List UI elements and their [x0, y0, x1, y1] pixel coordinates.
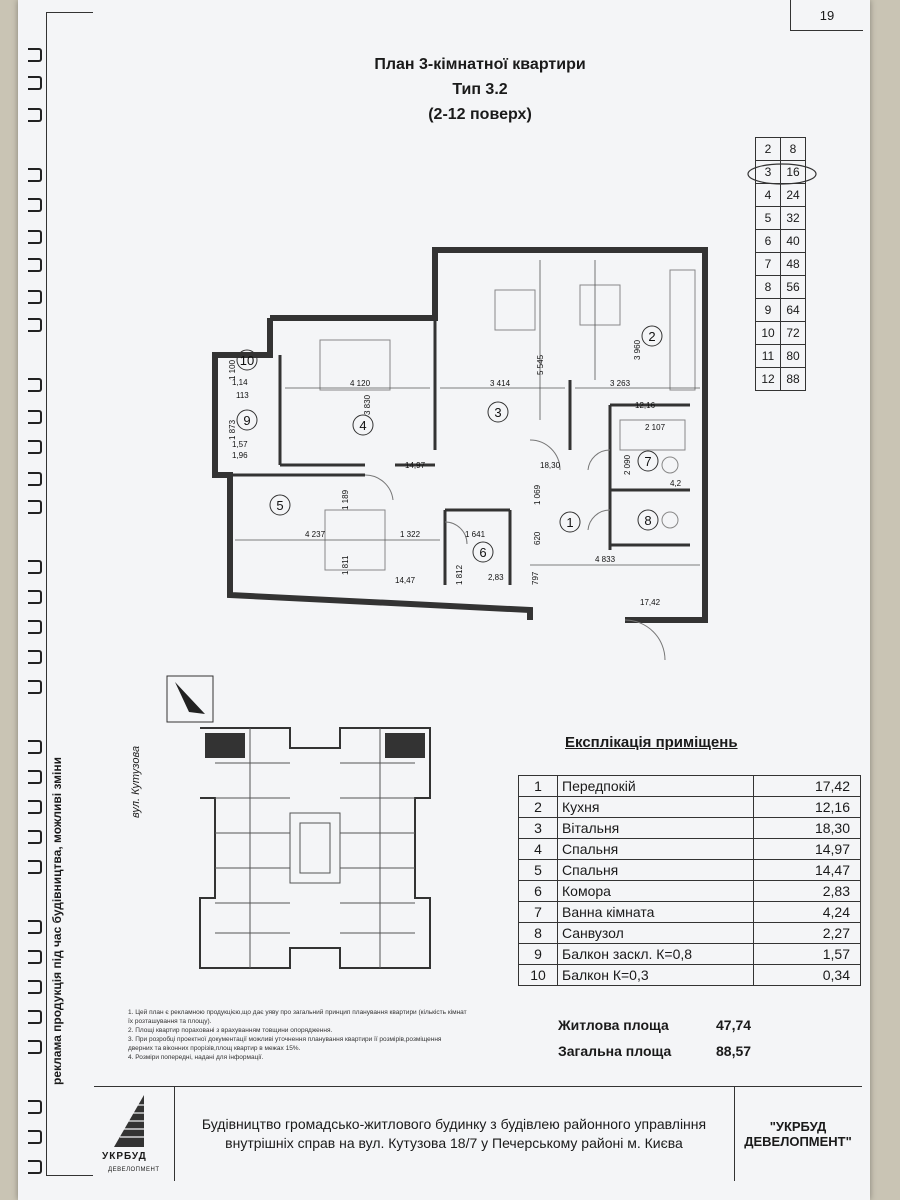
company-logo [94, 1087, 175, 1181]
area-label: 12,16 [635, 401, 656, 410]
dim-label: 3 263 [610, 379, 631, 388]
living-area-row [558, 1012, 751, 1038]
table-row: 10 Балкон К=0,3 0,34 [519, 965, 861, 986]
area-label: 1,57 [232, 440, 248, 449]
living-area-label: Житлова площа [558, 1017, 669, 1033]
dim-label: 3 960 [633, 339, 642, 360]
footnote: 2. Площі квартир пораховані з врахуванням товщини опорядження. [128, 1027, 333, 1034]
area-label: 17,42 [640, 598, 661, 607]
dim-label: 4 120 [350, 379, 371, 388]
table-row: 6 Комора 2,83 [519, 881, 861, 902]
dim-label: 1 812 [455, 564, 464, 585]
room-number-9: 9 [243, 413, 251, 428]
side-caption: реклама продукція під час будівництва, можливі зміни [50, 757, 64, 1085]
room-number-7: 7 [644, 454, 652, 469]
dim-label: 4 237 [305, 530, 326, 539]
table-row: 2 Кухня 12,16 [519, 797, 861, 818]
table-row: 5 Спальня 14,47 [519, 860, 861, 881]
dim-label: 4 833 [595, 555, 616, 564]
inner-walls [230, 318, 690, 585]
area-label: 113 [236, 391, 249, 400]
dim-label: 3 414 [490, 379, 511, 388]
dim-label: 1 811 [341, 555, 350, 575]
dim-label: 797 [531, 571, 540, 585]
floors-row: 8 56 [756, 276, 806, 299]
dim-label: 2 107 [645, 423, 666, 432]
area-label: 14,47 [395, 576, 416, 585]
north-arrow-icon [165, 674, 215, 724]
area-label: 1,14 [232, 378, 248, 387]
room-number-3: 3 [494, 405, 502, 420]
explication-title: Експлікація приміщень [565, 734, 738, 751]
table-row: 1 Передпокій 17,42 [519, 776, 861, 797]
company-name: "УКРБУД ДЕВЕЛОПМЕНТ" [744, 1119, 852, 1149]
table-row: 8 Санвузол 2,27 [519, 923, 861, 944]
logo-name: УКРБУД [102, 1151, 147, 1162]
floors-row: 2 8 [756, 138, 806, 161]
footnote: 4. Розміри попередні, надані для інформації. [128, 1054, 264, 1061]
dim-label: 1 641 [465, 530, 486, 539]
title-line-1: План 3-кімнатної квартири [374, 56, 586, 73]
dim-label: 1 322 [400, 530, 421, 539]
title-line-2: Тип 3.2 [452, 81, 508, 98]
living-area-value: 47,74 [716, 1017, 752, 1033]
room-number-5: 5 [276, 498, 284, 513]
floors-row: 4 24 [756, 184, 806, 207]
outer-walls [215, 250, 705, 620]
total-area-label: Загальна площа [558, 1043, 672, 1059]
project-description: Будівництво громадсько-житлового будинку з будівлею районного управління внутрішніх справ на вул. Кутузова 18/7 у Печерському районі м. Києва [174, 1087, 735, 1181]
dim-label: 2 090 [623, 454, 632, 475]
dimension-lines [235, 260, 700, 565]
title-line-3: (2-12 поверх) [428, 106, 532, 123]
table-row: 3 Вітальня 18,30 [519, 818, 861, 839]
floors-row: 10 72 [756, 322, 806, 345]
building-key-plan [190, 718, 440, 978]
area-label: 1,96 [232, 451, 248, 460]
area-label: 2,83 [488, 573, 504, 582]
floors-row: 12 88 [756, 368, 806, 391]
street-label: вул. Кутузова [130, 745, 142, 818]
floors-row: 9 64 [756, 299, 806, 322]
apartment-floor-plan [200, 240, 720, 660]
dim-label: 1 069 [533, 484, 542, 505]
table-row: 7 Ванна кімната 4,24 [519, 902, 861, 923]
dim-label: 1 873 [228, 419, 237, 440]
logo-subtitle: ДЕВЕЛОПМЕНТ [108, 1167, 160, 1173]
dim-label: 3 830 [363, 394, 372, 415]
dim-label: 620 [533, 531, 542, 545]
area-label: 14,97 [405, 461, 426, 470]
footnote: 3. При розробці проектної документації можливі уточнення планування квартири її розмірів,розміщення дверних та віконних прорізів,площ квартир в межах 15%. [128, 1036, 442, 1052]
floors-row: 5 32 [756, 207, 806, 230]
room-number-2: 2 [648, 329, 656, 344]
explication-table [518, 775, 861, 986]
dim-label: 5 545 [536, 354, 545, 375]
plan-title [320, 52, 640, 127]
title-block [94, 1086, 862, 1181]
room-number-8: 8 [644, 513, 652, 528]
room-number-1: 1 [566, 515, 574, 530]
floors-row: 11 80 [756, 345, 806, 368]
footnotes [128, 1008, 468, 1062]
total-area-value: 88,57 [716, 1043, 752, 1059]
room-number-4: 4 [359, 418, 367, 433]
total-area-row [558, 1038, 751, 1064]
area-label: 18,30 [540, 461, 561, 470]
table-row: 9 Балкон заскл. К=0,8 1,57 [519, 944, 861, 965]
hand-drawn-circle [744, 160, 820, 188]
binder-holes [22, 0, 42, 1200]
page-number: 19 [790, 0, 863, 31]
floors-row: 7 48 [756, 253, 806, 276]
floors-row: 6 40 [756, 230, 806, 253]
area-label: 4,2 [670, 479, 682, 488]
dim-label: 1 100 [228, 359, 237, 380]
table-row: 4 Спальня 14,97 [519, 839, 861, 860]
dim-label: 1 189 [341, 489, 350, 510]
building-logo-icon [94, 1087, 174, 1151]
area-totals [558, 1012, 751, 1064]
door-swings [365, 440, 665, 660]
footnote: 1. Цей план є рекламною продукцією,що дає уяву про загальний принцип планування квартири (кількість кімнат їх розташування та площу). [128, 1009, 467, 1025]
room-number-6: 6 [479, 545, 487, 560]
floors-row: 3 16 [756, 161, 806, 184]
room-number-10: 10 [239, 353, 255, 368]
floor-highlight: 16 [781, 161, 806, 184]
